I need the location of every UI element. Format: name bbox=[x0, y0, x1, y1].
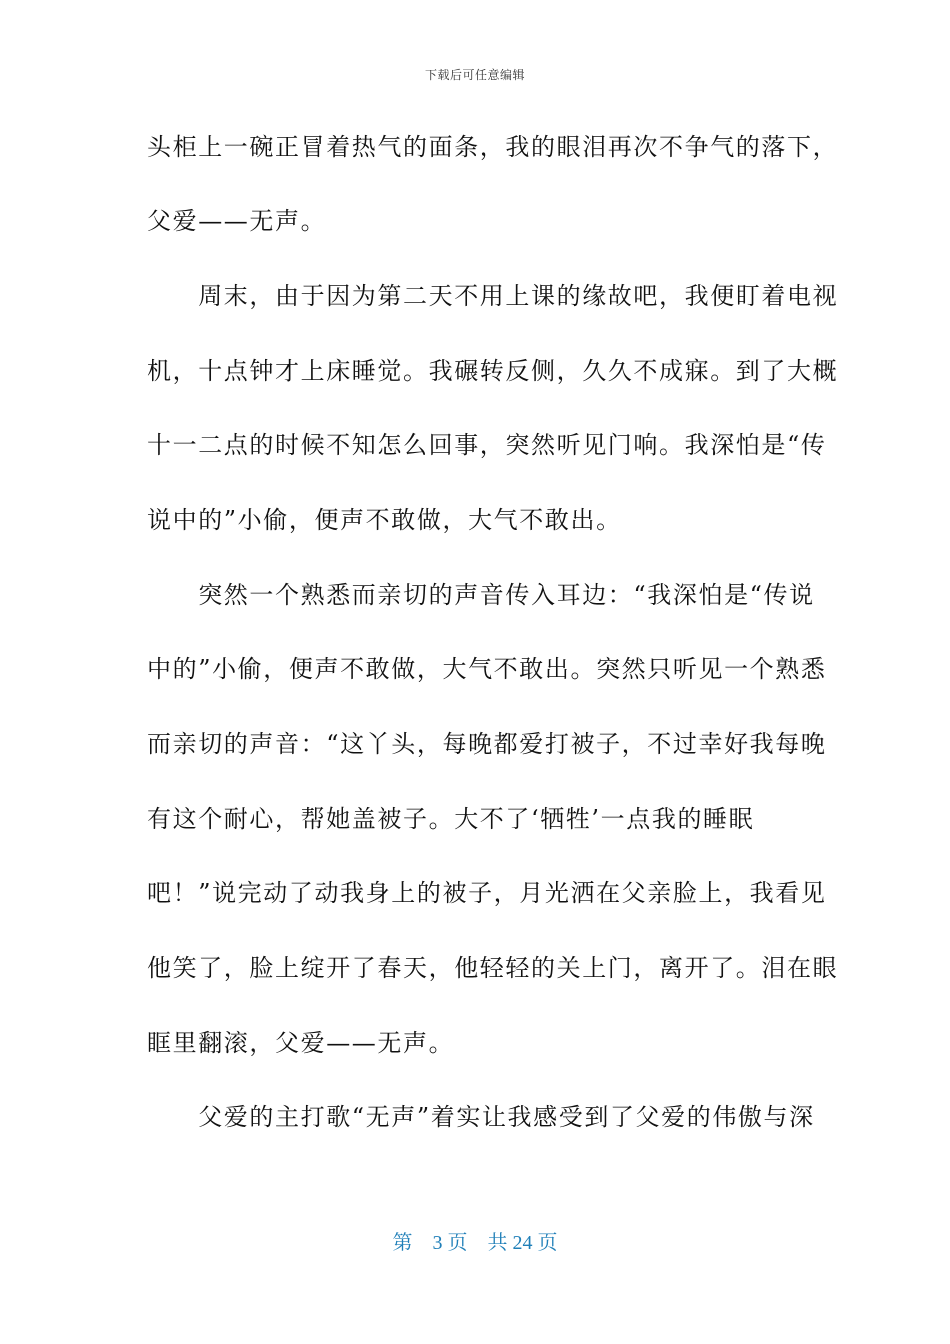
text-line: 而亲切的声音：“这丫头，每晚都爱打被子，不过幸好我每晚 bbox=[147, 730, 827, 758]
text-line: 周末，由于因为第二天不用上课的缘故吧，我便盯着电视 bbox=[147, 282, 839, 310]
text-line: 说中的”小偷，便声不敢做，大气不敢出。 bbox=[147, 506, 622, 534]
text-line: 十一二点的时候不知怎么回事，突然听见门响。我深怕是“传 bbox=[147, 431, 827, 459]
text-line: 中的”小偷，便声不敢做，大气不敢出。突然只听见一个熟悉 bbox=[147, 655, 827, 683]
text-line: 他笑了，脸上绽开了春天，他轻轻的关上门，离开了。泪在眼 bbox=[147, 954, 839, 982]
text-line: 吧！”说完动了动我身上的被子，月光洒在父亲脸上，我看见 bbox=[147, 879, 827, 907]
text-line: 突然一个熟悉而亲切的声音传入耳边：“我深怕是“传说 bbox=[147, 581, 815, 609]
text-line: 头柜上一碗正冒着热气的面条，我的眼泪再次不争气的落下， bbox=[147, 133, 839, 161]
text-line: 父爱的主打歌“无声”着实让我感受到了父爱的伟傲与深 bbox=[147, 1103, 815, 1131]
text-line: 有这个耐心，帮她盖被子。大不了‘牺牲’一点我的睡眠 bbox=[147, 805, 755, 833]
text-line: 眶里翻滚，父爱——无声。 bbox=[147, 1029, 455, 1057]
text-line: 父爱——无声。 bbox=[147, 207, 327, 235]
download-edit-note: 下载后可任意编辑 bbox=[424, 68, 525, 82]
page-number: 第 3 页 共 24 页 bbox=[392, 1232, 558, 1254]
text-line: 机，十点钟才上床睡觉。我碾转反侧，久久不成寐。到了大概 bbox=[147, 357, 839, 385]
